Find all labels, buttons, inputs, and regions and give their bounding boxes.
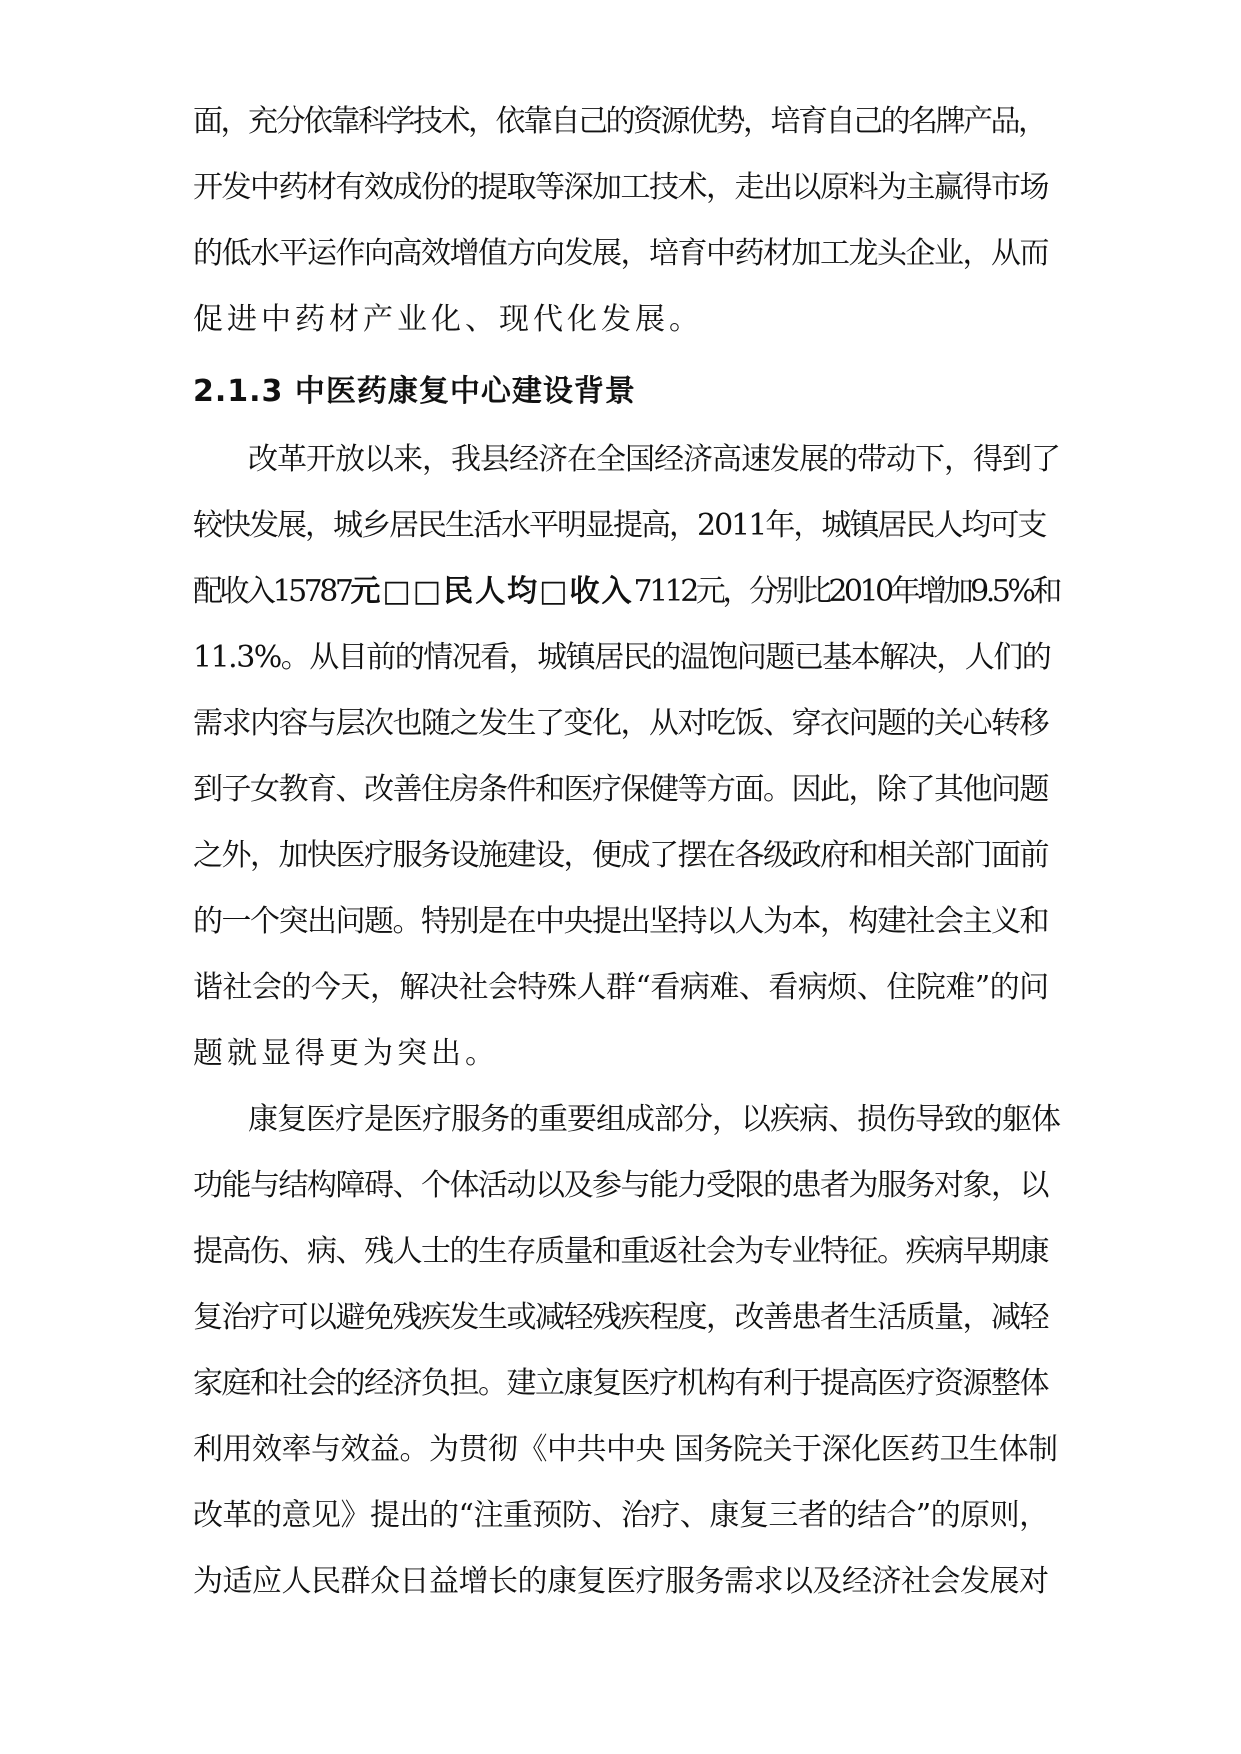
paragraph-line: 改革的意见》提出的“注重预防、治疗、康复三者的结合”的原则，	[193, 1498, 1049, 1533]
paragraph-line: 需求内容与层次也随之发生了变化，从对吃饭、穿衣问题的关心转移	[193, 706, 1048, 741]
paragraph-line: 之外，加快医疗服务设施建设，便成了摆在各级政府和相关部门面前	[193, 838, 1048, 873]
paragraph-line	[193, 572, 1059, 612]
paragraph-line: 题就显得更为突出。	[193, 1036, 499, 1071]
paragraph-line: 家庭和社会的经济负担。建立康复医疗机构有利于提高医疗资源整体	[193, 1366, 1048, 1401]
section-heading: 2.1.3 中医药康复中心建设背景	[193, 374, 636, 409]
paragraph-line: 开发中药材有效成份的提取等深加工技术，走出以原料为主赢得市场	[193, 170, 1048, 205]
paragraph-line: 利用效率与效益。为贯彻《中共中央 国务院关于深化医药卫生体制	[193, 1432, 1058, 1467]
paragraph-line: 11.3%。从目前的情况看，城镇居民的温饱问题已基本解决，人们的	[193, 640, 1051, 675]
paragraph-line: 改革开放以来，我县经济在全国经济高速发展的带动下，得到了	[248, 442, 1060, 477]
paragraph-line: 为适应人民群众日益增长的康复医疗服务需求以及经济社会发展对	[193, 1564, 1049, 1599]
paragraph-line: 提高伤、病、残人士的生存质量和重返社会为专业特征。疾病早期康	[193, 1234, 1048, 1269]
text-segment: 7112元，分别比2010年增加9.5%和	[633, 574, 1059, 609]
paragraph-line: 到子女教育、改善住房条件和医疗保健等方面。因此，除了其他问题	[193, 772, 1048, 807]
text-segment: 配收入15787	[193, 574, 351, 609]
paragraph-line: 的一个突出问题。特别是在中央提出坚持以人为本，构建社会主义和	[193, 904, 1048, 939]
paragraph-line: 复治疗可以避免残疾发生或减轻残疾程度，改善患者生活质量，减轻	[193, 1300, 1048, 1335]
paragraph-line: 促进中药材产业化、现代化发展。	[193, 302, 703, 337]
paragraph-line: 谐社会的今天，解决社会特殊人群“看病难、看病烦、住院难”的问	[193, 970, 1049, 1005]
paragraph-line: 功能与结构障碍、个体活动以及参与能力受限的患者为服务对象，以	[193, 1168, 1048, 1203]
paragraph-line: 面，充分依靠科学技术，依靠自己的资源优势，培育自己的名牌产品，	[193, 104, 1046, 139]
paragraph-line: 的低水平运作向高效增值方向发展，培育中药材加工龙头企业，从而	[193, 236, 1048, 271]
paragraph-line: 康复医疗是医疗服务的重要组成部分，以疾病、损伤导致的躯体	[248, 1102, 1060, 1137]
bold-text-segment: 元□□民人均□收入	[350, 574, 634, 609]
paragraph-line: 较快发展，城乡居民生活水平明显提高，2011年，城镇居民人均可支	[193, 508, 1046, 543]
